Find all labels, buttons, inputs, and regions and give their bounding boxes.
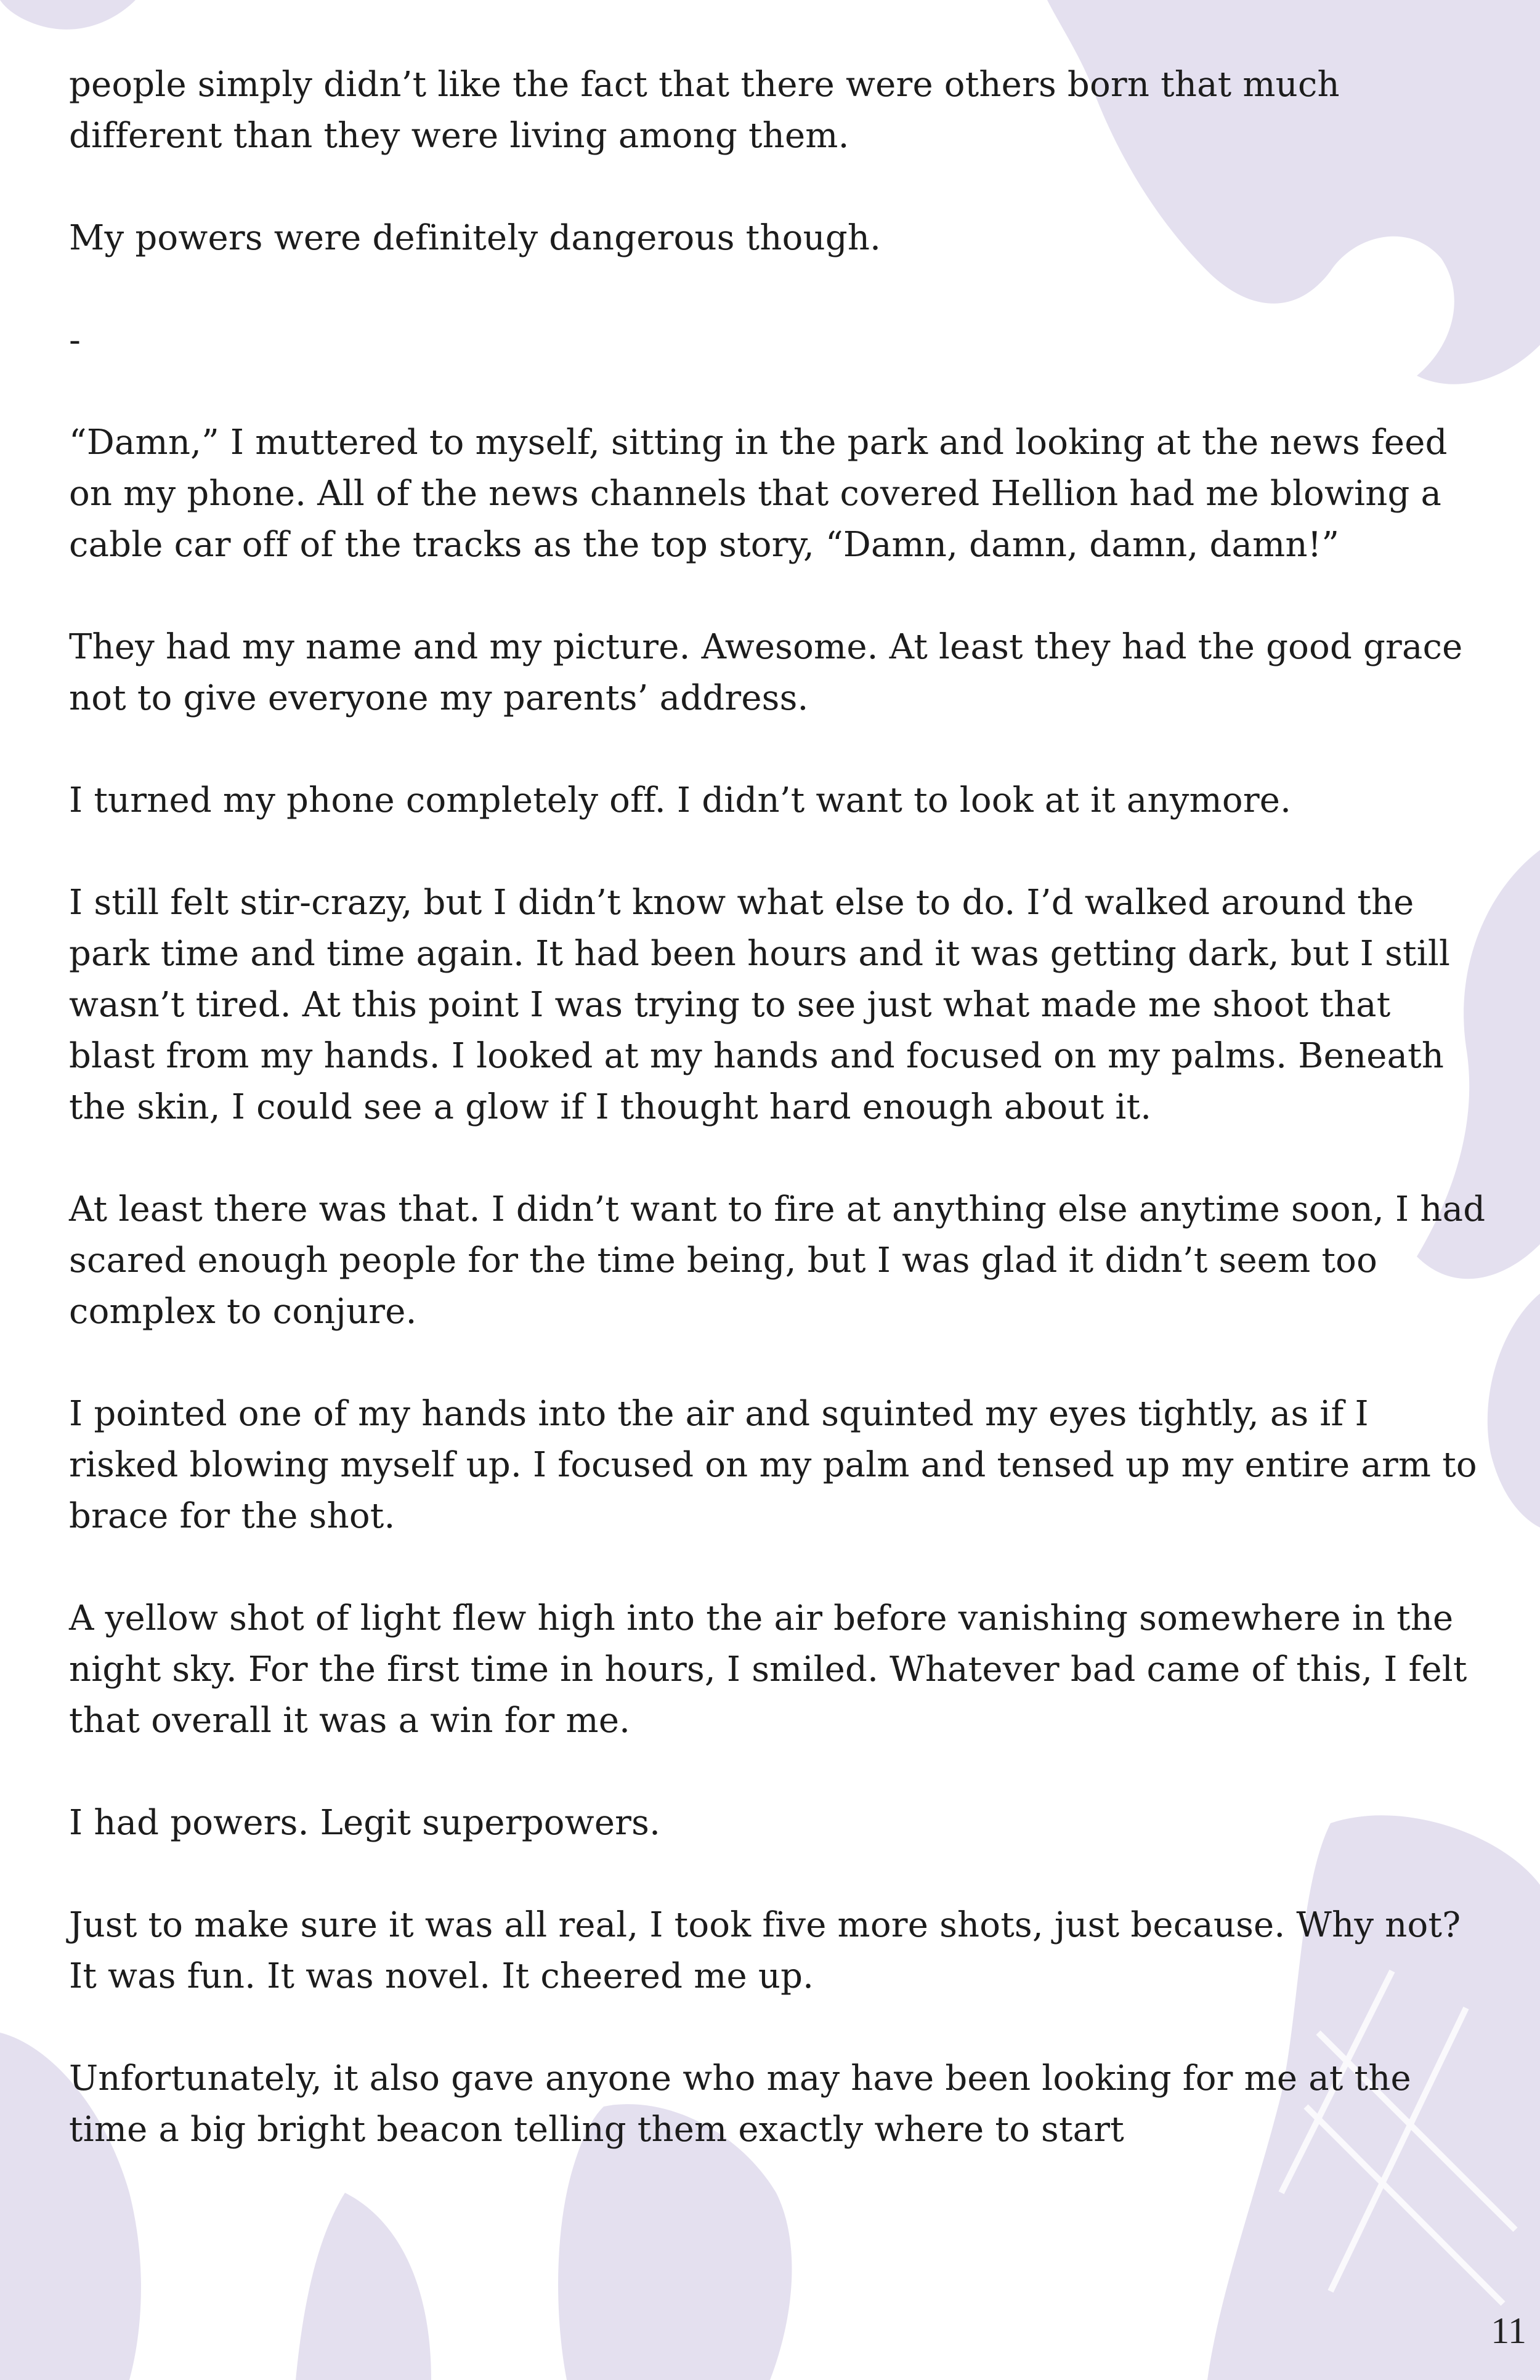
decorative-shape-bottom-mid (296, 2193, 431, 2380)
paragraph: Just to make sure it was all real, I took five more shots, just because. Why not? It was fun. It was novel. It cheered me up. (69, 1905, 1461, 1996)
paragraph: “Damn,” I muttered to myself, sitting in the park and looking at the news feed on my phone. All of the news channels that covered Hellion had me blowing a cable car off of the tracks as the top story, “Damn, damn, damn, damn!” (69, 423, 1448, 565)
paragraph: I still felt stir-crazy, but I didn’t know what else to do. I’d walked around the park time and time again. It had been hours and it was getting dark, but I still wasn’t tired. At this point I was trying to see just what made me shoot that blast from my hands. I looked at my hands and focused on my palms. Beneath the skin, I could see a glow if I thought hard enough about it. (69, 883, 1451, 1127)
paragraph: I had powers. Legit superpowers. (69, 1803, 661, 1843)
paragraph: I turned my phone completely off. I didn’t want to look at it anymore. (69, 780, 1292, 820)
paragraph: Unfortunately, it also gave anyone who may have been looking for me at the time a big bright beacon telling them exactly where to start (69, 2058, 1411, 2150)
paragraph: They had my name and my picture. Awesome. At least they had the good grace not to give everyone my parents’ address. (69, 627, 1463, 718)
decorative-shape-top-left (0, 0, 136, 30)
paragraph: people simply didn’t like the fact that there were others born that much different than they were living among them. (69, 65, 1340, 156)
paragraph: My powers were definitely dangerous though. (69, 218, 881, 258)
paragraph: I pointed one of my hands into the air and squinted my eyes tightly, as if I risked blowing myself up. I focused on my palm and tensed up my entire arm to brace for the shot. (69, 1394, 1477, 1536)
paragraph: At least there was that. I didn’t want to fire at anything else anytime soon, I had scared enough people for the time being, but I was glad it didn’t seem too complex to conjure. (69, 1189, 1486, 1332)
page-body-text (69, 59, 1486, 2206)
page-number: 11 (1491, 2310, 1526, 2351)
scene-break: - (69, 320, 81, 360)
paragraph: A yellow shot of light flew high into the air before vanishing somewhere in the night sky. For the first time in hours, I smiled. Whatever bad came of this, I felt that overall it was a win for me. (69, 1598, 1467, 1741)
decorative-feather-right-2 (1488, 1293, 1540, 1528)
